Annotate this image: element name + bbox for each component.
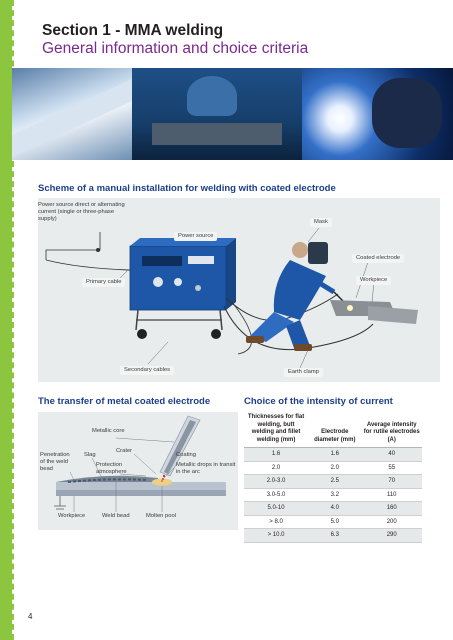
table-row bbox=[244, 515, 422, 529]
welder-mask-arc-photo bbox=[302, 68, 453, 160]
table-row bbox=[244, 475, 422, 489]
table-row bbox=[244, 502, 422, 516]
transfer-diagram bbox=[38, 412, 238, 530]
earth-clamp-label: Earth clamp bbox=[284, 368, 323, 377]
mask-label: Mask bbox=[310, 218, 332, 227]
installation-scheme bbox=[38, 198, 440, 382]
secondary-cables-label: Secondary cables bbox=[120, 366, 174, 375]
protection-atmosphere-label: Protection atmosphere bbox=[96, 462, 127, 475]
column-header-diameter: Electrode diameter (mm) bbox=[308, 412, 361, 448]
primary-cable-label: Primary cable bbox=[82, 278, 125, 287]
left-green-bar bbox=[0, 0, 12, 640]
table-cell: 1.6 bbox=[244, 448, 308, 462]
slag-label: Slag bbox=[84, 452, 96, 458]
metallic-drops-label: Metallic drops in transit in the arc bbox=[176, 462, 236, 475]
table-cell: 3.2 bbox=[308, 488, 361, 502]
table-row bbox=[244, 529, 422, 543]
scheme-heading: Scheme of a manual installation for welding with coated electrode bbox=[38, 183, 336, 194]
table-cell: 6.3 bbox=[308, 529, 361, 543]
current-heading: Choice of the intensity of current bbox=[244, 396, 393, 407]
current-intensity-table bbox=[244, 412, 422, 543]
power-source-supply-label: Power source direct or alternating current (single or three-phase supply) bbox=[38, 202, 125, 222]
table-cell: 2.0 bbox=[244, 461, 308, 475]
table-cell: 2.5 bbox=[308, 475, 361, 489]
table-header-row bbox=[244, 412, 422, 448]
table-cell: 110 bbox=[361, 488, 422, 502]
table-cell: 4.0 bbox=[308, 502, 361, 516]
section-title: Section 1 - MMA welding bbox=[42, 22, 224, 39]
installation-illustration bbox=[38, 198, 440, 382]
table-cell: 3.0-5.0 bbox=[244, 488, 308, 502]
table-cell: 290 bbox=[361, 529, 422, 543]
photo-strip bbox=[12, 68, 453, 160]
table-cell: 40 bbox=[361, 448, 422, 462]
weld-bead-label: Weld bead bbox=[102, 513, 130, 519]
column-header-intensity: Average intensity for rutile electrodes (A) bbox=[361, 412, 422, 448]
molten-pool-label: Molten pool bbox=[146, 513, 176, 519]
power-source-label: Power source bbox=[174, 232, 217, 241]
column-header-thickness: Thicknesses for flat welding, butt welding and fillet welding (mm) bbox=[244, 412, 308, 448]
table-cell: 1.6 bbox=[308, 448, 361, 462]
page-number: 4 bbox=[28, 612, 33, 621]
table-row bbox=[244, 448, 422, 462]
transfer-heading: The transfer of metal coated electrode bbox=[38, 396, 211, 407]
penetration-label: Penetration of the weld bead bbox=[40, 452, 70, 472]
workpiece-label-2: Workpiece bbox=[58, 513, 86, 519]
table-cell: 200 bbox=[361, 515, 422, 529]
metallic-core-label: Metallic core bbox=[92, 428, 125, 434]
welding-rod-photo bbox=[12, 68, 132, 160]
table-cell: 2.0-3.0 bbox=[244, 475, 308, 489]
coating-label: Coating bbox=[176, 452, 196, 458]
table-cell: 5.0-10 bbox=[244, 502, 308, 516]
table-row bbox=[244, 488, 422, 502]
section-subtitle: General information and choice criteria bbox=[42, 40, 309, 57]
table-cell: > 10.0 bbox=[244, 529, 308, 543]
table-cell: 160 bbox=[361, 502, 422, 516]
table-cell: 2.0 bbox=[308, 461, 361, 475]
table-cell: 70 bbox=[361, 475, 422, 489]
welder-at-bench-photo bbox=[132, 68, 302, 160]
table-cell: > 8.0 bbox=[244, 515, 308, 529]
crater-label: Crater bbox=[116, 448, 133, 454]
table-cell: 5.0 bbox=[308, 515, 361, 529]
table-row bbox=[244, 461, 422, 475]
workpiece-label: Workpiece bbox=[356, 276, 391, 285]
table-cell: 55 bbox=[361, 461, 422, 475]
coated-electrode-label: Coated electrode bbox=[352, 254, 404, 263]
